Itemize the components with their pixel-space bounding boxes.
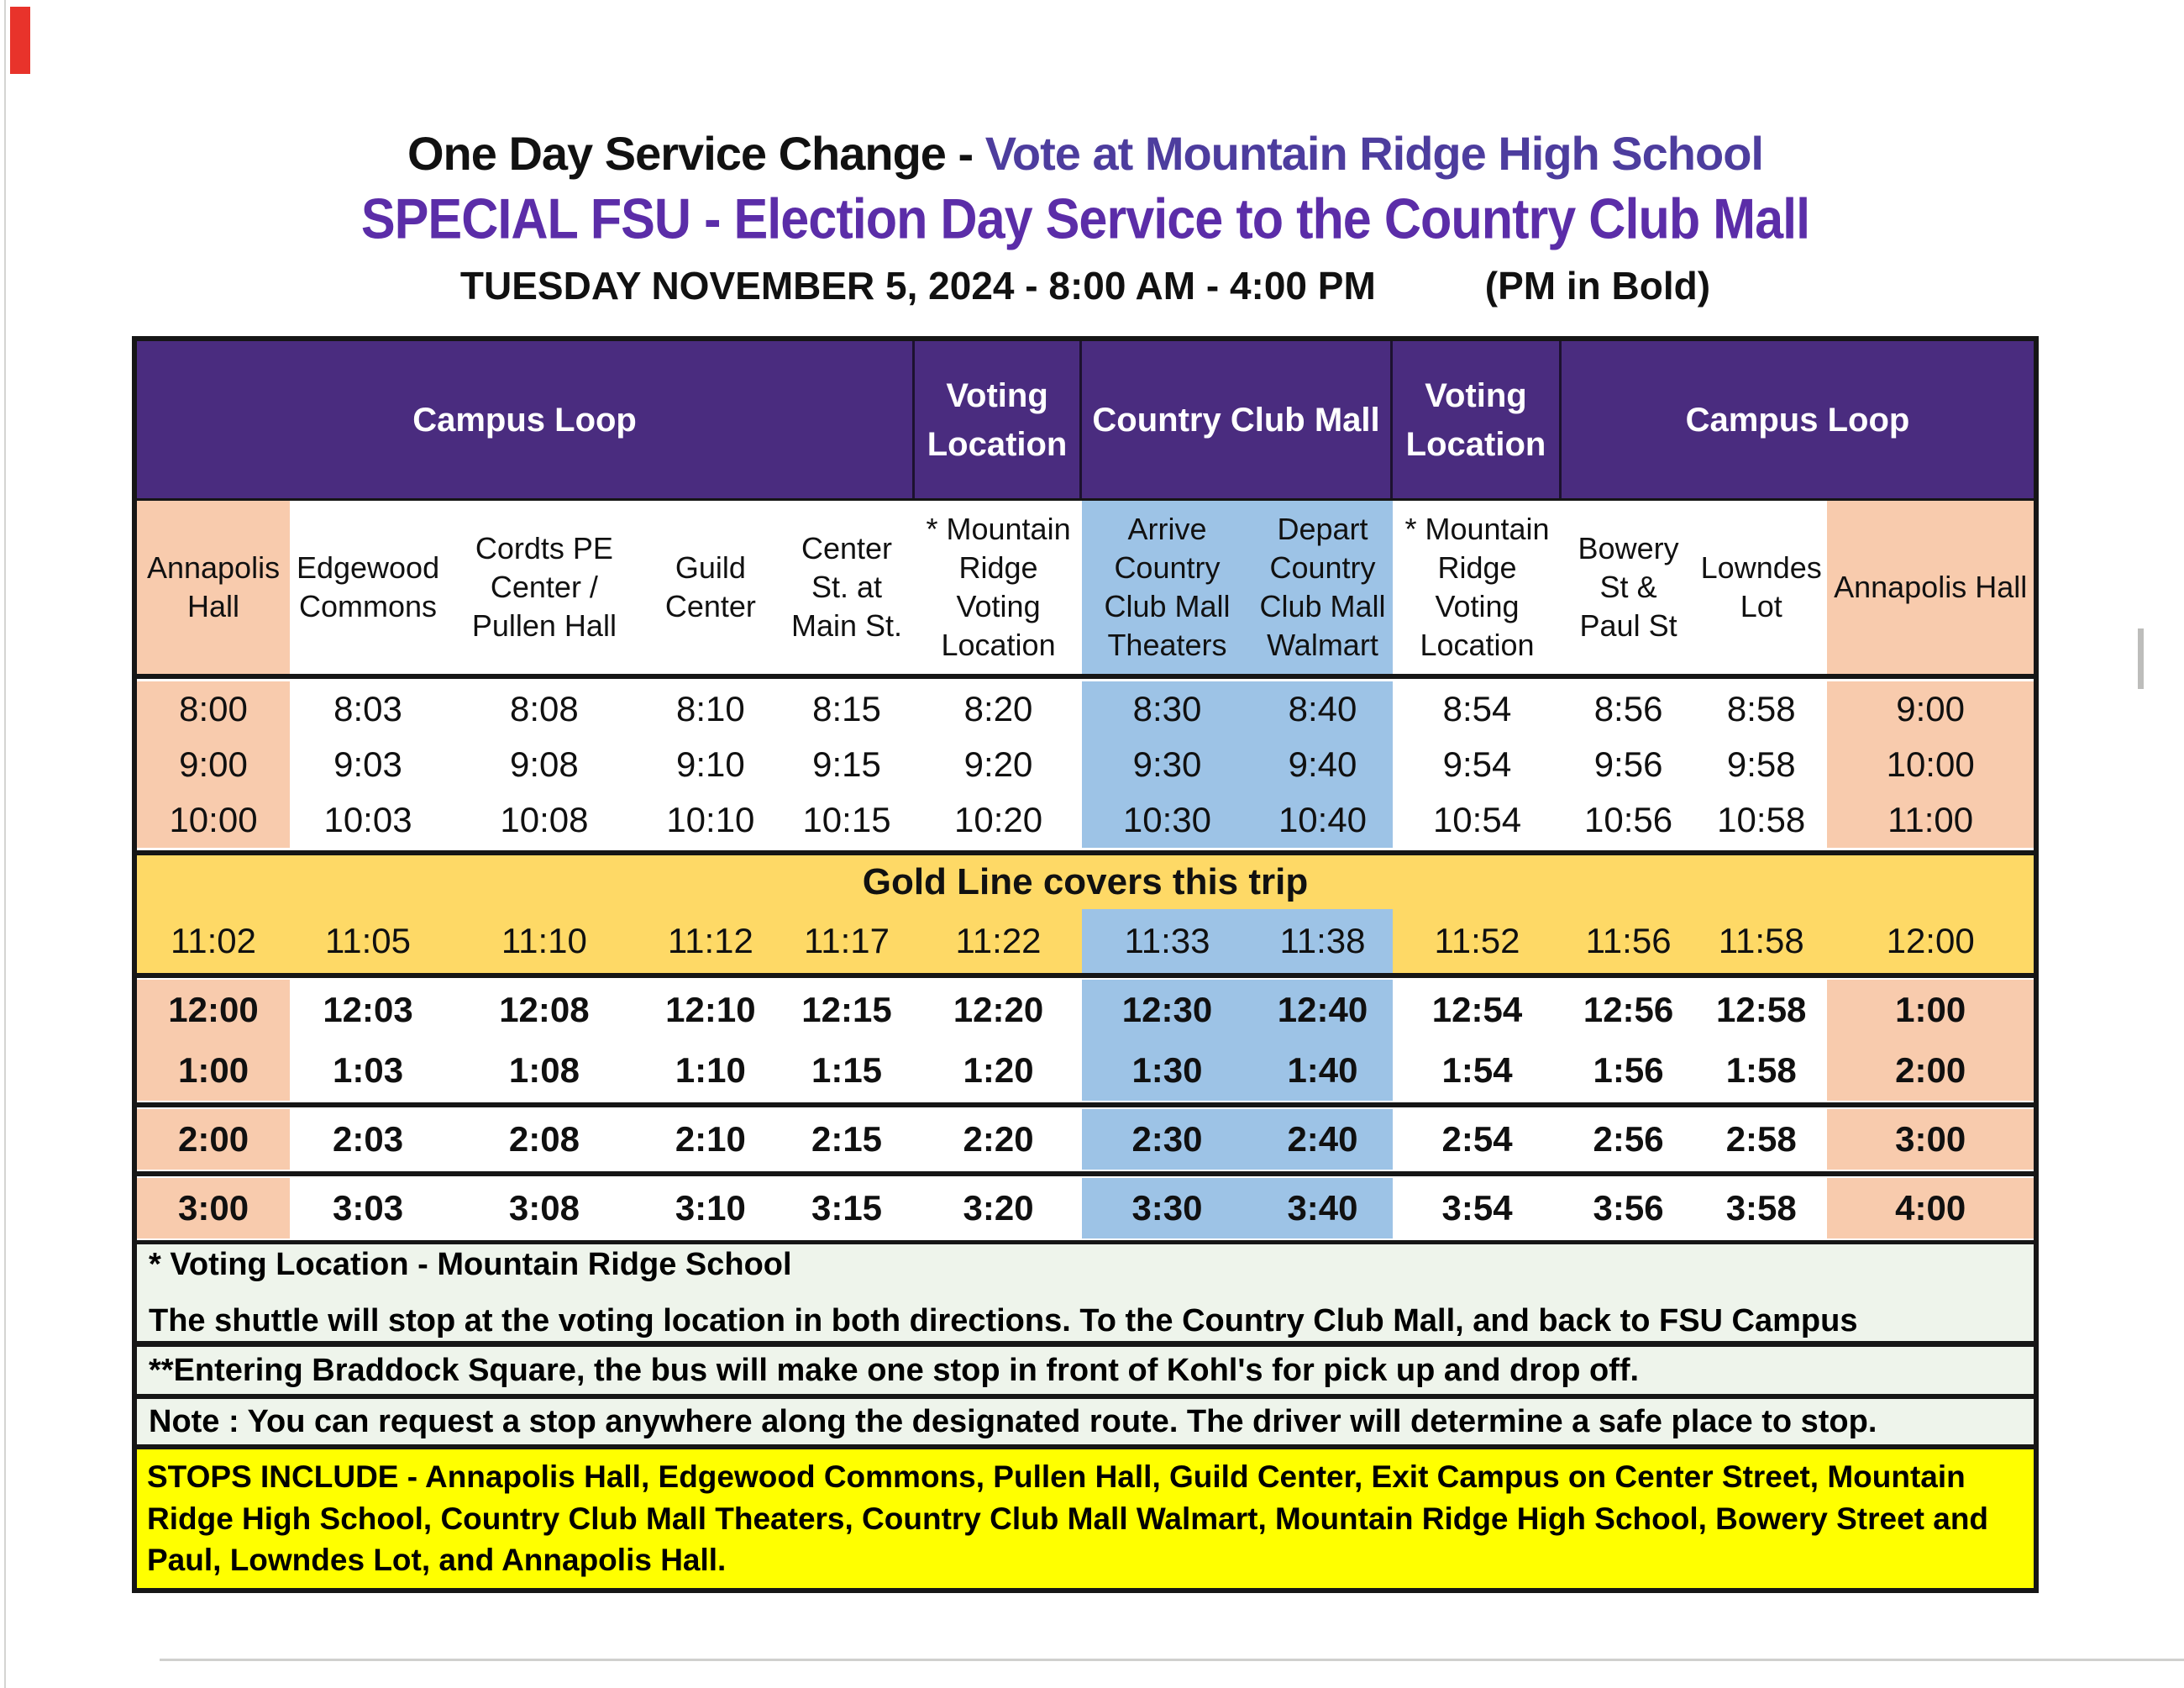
stop-header-cell: Annapolis Hall <box>137 501 290 674</box>
time-cell: 3:08 <box>508 1188 580 1228</box>
time-cell: 11:58 <box>1718 921 1804 960</box>
pm-times-block-1 <box>137 978 2034 1107</box>
time-cell: 11:52 <box>1434 921 1520 960</box>
note-request-stop: Note : You can request a stop anywhere along the designated route. The driver will determine a safe place to stop. <box>137 1399 2034 1449</box>
time-cell: 9:03 <box>333 744 402 784</box>
time-cell: 8:15 <box>812 689 881 728</box>
pm-times-block-2 <box>137 1107 2034 1176</box>
date-time-text: TUESDAY NOVEMBER 5, 2024 - 8:00 AM - 4:00 PM <box>459 264 1376 308</box>
time-cell: 2:08 <box>508 1119 580 1159</box>
time-cell: 8:30 <box>1082 681 1252 737</box>
time-cell: 8:20 <box>963 689 1033 728</box>
route-group-header-cell: Campus Loop <box>137 341 915 498</box>
stop-header-cell: Depart Country Club Mall Walmart <box>1252 501 1393 674</box>
time-cell: 12:56 <box>1583 990 1674 1029</box>
service-change-title <box>132 126 2039 181</box>
time-cell: 3:56 <box>1593 1188 1664 1228</box>
time-cell: 12:00 <box>137 980 290 1040</box>
special-service-headline: SPECIAL FSU - Election Day Service to the Country Club Mall <box>360 187 1810 251</box>
time-cell: 12:30 <box>1082 980 1252 1040</box>
route-group-header-row <box>137 341 2034 501</box>
time-cell: 11:33 <box>1082 909 1252 973</box>
time-cell: 3:15 <box>811 1188 883 1228</box>
title-block <box>132 126 2039 308</box>
stop-header-cell: Guild Center <box>664 550 756 623</box>
time-cell: 9:20 <box>963 744 1033 784</box>
time-cell: 1:40 <box>1252 1040 1393 1101</box>
pm-bold-note: (PM in Bold) <box>1484 264 1711 308</box>
time-cell: 1:58 <box>1725 1050 1797 1090</box>
time-cell: 12:03 <box>323 990 413 1029</box>
time-cell: 1:08 <box>508 1050 580 1090</box>
time-cell: 9:30 <box>1082 737 1252 792</box>
time-cell: 3:20 <box>963 1188 1034 1228</box>
time-cell: 2:00 <box>137 1109 290 1170</box>
time-cell: 2:00 <box>1827 1040 2034 1101</box>
time-cell: 11:22 <box>955 921 1042 960</box>
scan-artifact-bottom-line <box>160 1659 2184 1661</box>
time-cell: 10:20 <box>953 800 1043 839</box>
note-voting-location-line1: * Voting Location - Mountain Ridge School <box>149 1246 792 1282</box>
gold-line-band <box>137 850 2034 978</box>
time-cell: 12:00 <box>1886 921 1975 960</box>
scan-artifact-red-mark <box>10 7 30 74</box>
time-cell: 11:05 <box>325 921 412 960</box>
time-cell: 10:30 <box>1082 792 1252 848</box>
time-cell: 10:10 <box>666 800 755 839</box>
time-cell: 11:38 <box>1252 909 1393 973</box>
time-cell: 11:17 <box>804 921 890 960</box>
time-cell: 8:58 <box>1726 689 1796 728</box>
time-cell: 2:58 <box>1725 1119 1797 1159</box>
time-cell: 11:10 <box>501 921 587 960</box>
time-cell: 9:08 <box>510 744 579 784</box>
time-cell: 9:58 <box>1726 744 1796 784</box>
route-group-header-cell: Voting Location <box>915 341 1082 498</box>
pm-times-block-3 <box>137 1176 2034 1244</box>
time-cell: 2:20 <box>963 1119 1034 1159</box>
gold-line-banner: Gold Line covers this trip <box>862 861 1309 902</box>
time-cell: 12:08 <box>499 990 590 1029</box>
time-cell: 1:20 <box>963 1050 1034 1090</box>
stop-header-cell: Edgewood Commons <box>296 550 440 623</box>
service-change-title-black: One Day Service Change - <box>407 127 985 180</box>
time-cell: 1:00 <box>1827 980 2034 1040</box>
time-cell: 9:00 <box>137 737 290 792</box>
time-cell: 9:40 <box>1252 737 1393 792</box>
stop-header-cell: Annapolis Hall <box>1827 501 2034 674</box>
time-cell: 11:00 <box>1827 792 2034 848</box>
stop-header-cell: Lowndes Lot <box>1700 550 1822 623</box>
time-cell: 2:54 <box>1441 1119 1513 1159</box>
time-cell: 1:15 <box>811 1050 883 1090</box>
note-voting-location <box>137 1244 2034 1347</box>
time-cell: 1:00 <box>137 1040 290 1101</box>
time-cell: 11:12 <box>667 921 753 960</box>
time-cell: 9:15 <box>812 744 881 784</box>
time-cell: 3:10 <box>675 1188 746 1228</box>
stops-include-highlight: STOPS INCLUDE - Annapolis Hall, Edgewood Commons, Pullen Hall, Guild Center, Exit Campus on Center Street, Mountain Ridge High School, Country Club Mall Theaters, Country Club Mall Walmart, Mountain Ridge High School, Bowery Street and Paul, Lowndes Lot, and Annapolis Hall. <box>137 1449 2034 1588</box>
time-cell: 12:58 <box>1716 990 1807 1029</box>
time-cell: 12:40 <box>1252 980 1393 1040</box>
time-cell: 12:15 <box>801 990 892 1029</box>
time-cell: 10:15 <box>802 800 891 839</box>
time-cell: 12:54 <box>1431 990 1523 1029</box>
time-cell: 3:03 <box>333 1188 404 1228</box>
time-cell: 2:15 <box>811 1119 883 1159</box>
stop-header-cell: Arrive Country Club Mall Theaters <box>1082 501 1252 674</box>
scan-artifact-right-dash <box>2138 628 2144 689</box>
time-cell: 9:10 <box>675 744 745 784</box>
route-group-header-cell: Country Club Mall <box>1082 341 1393 498</box>
time-cell: 1:10 <box>675 1050 746 1090</box>
stop-name-header-row <box>137 501 2034 679</box>
time-cell: 8:54 <box>1442 689 1512 728</box>
time-cell: 9:00 <box>1827 681 2034 737</box>
time-cell: 3:00 <box>1827 1109 2034 1170</box>
time-cell: 2:56 <box>1593 1119 1664 1159</box>
time-cell: 10:56 <box>1584 800 1673 839</box>
gold-line-times-row <box>137 909 2034 973</box>
time-cell: 8:40 <box>1252 681 1393 737</box>
time-cell: 11:56 <box>1585 921 1672 960</box>
stop-header-cell: Cordts PE Center / Pullen Hall <box>471 530 617 644</box>
route-group-header-cell: Campus Loop <box>1685 401 1910 439</box>
time-cell: 9:54 <box>1442 744 1512 784</box>
time-cell: 10:00 <box>137 792 290 848</box>
time-cell: 2:30 <box>1082 1109 1252 1170</box>
time-cell: 2:10 <box>675 1119 746 1159</box>
time-cell: 10:00 <box>1827 737 2034 792</box>
stop-header-cell: * Mountain Ridge Voting Location <box>1404 511 1550 663</box>
time-cell: 10:40 <box>1252 792 1393 848</box>
time-cell: 3:00 <box>137 1178 290 1238</box>
note-braddock-square: **Entering Braddock Square, the bus will make one stop in front of Kohl's for pick up and drop off. <box>137 1347 2034 1399</box>
time-cell: 3:40 <box>1252 1178 1393 1238</box>
time-cell: 8:00 <box>137 681 290 737</box>
time-cell: 10:08 <box>500 800 589 839</box>
time-cell: 3:58 <box>1725 1188 1797 1228</box>
note-voting-location-line2: The shuttle will stop at the voting location in both directions. To the Country Club Mall, and back to FSU Campus <box>149 1302 1858 1338</box>
time-cell: 2:40 <box>1252 1109 1393 1170</box>
time-cell: 8:10 <box>675 689 745 728</box>
stop-header-cell: Bowery St & Paul St <box>1578 530 1679 644</box>
time-cell: 10:54 <box>1432 800 1522 839</box>
time-cell: 12:10 <box>665 990 756 1029</box>
time-cell: 10:03 <box>323 800 412 839</box>
shuttle-schedule-table <box>132 336 2039 1593</box>
time-cell: 8:56 <box>1593 689 1663 728</box>
stop-header-cell: Center St. at Main St. <box>790 530 903 644</box>
time-cell: 11:02 <box>171 921 257 960</box>
time-cell: 1:30 <box>1082 1040 1252 1101</box>
scan-artifact-left-line <box>4 0 6 1688</box>
time-cell: 9:56 <box>1593 744 1663 784</box>
time-cell: 3:54 <box>1441 1188 1513 1228</box>
stop-header-cell: * Mountain Ridge Voting Location <box>926 511 1071 663</box>
service-change-title-purple: Vote at Mountain Ridge High School <box>984 127 1763 180</box>
time-cell: 2:03 <box>333 1119 404 1159</box>
time-cell: 3:30 <box>1082 1178 1252 1238</box>
time-cell: 1:03 <box>333 1050 404 1090</box>
time-cell: 1:56 <box>1593 1050 1664 1090</box>
time-cell: 8:08 <box>510 689 579 728</box>
am-times-block <box>137 679 2034 850</box>
time-cell: 4:00 <box>1827 1178 2034 1238</box>
time-cell: 8:03 <box>333 689 402 728</box>
route-group-header-cell: Voting Location <box>1393 341 1562 498</box>
time-cell: 10:58 <box>1717 800 1806 839</box>
date-time-line <box>132 263 2039 308</box>
time-cell: 12:20 <box>953 990 1044 1029</box>
time-cell: 1:54 <box>1441 1050 1513 1090</box>
